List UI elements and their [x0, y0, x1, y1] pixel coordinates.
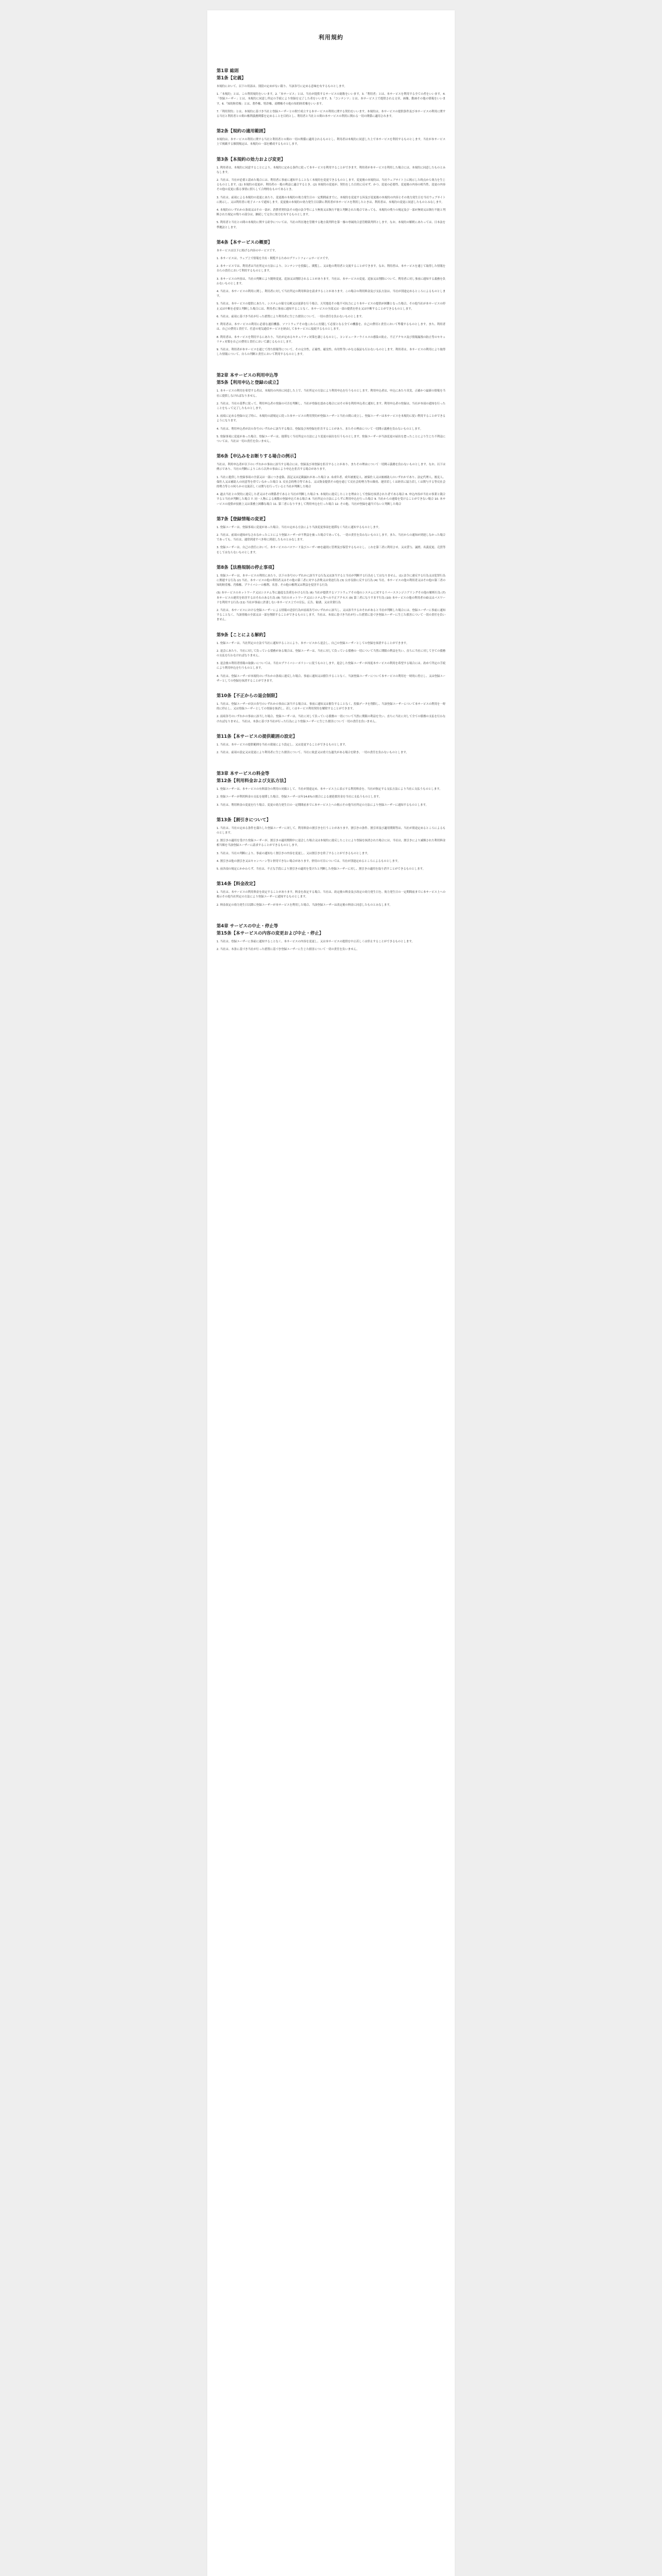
- article-paragraph: 6. 当社は、前項に基づき当社が行った措置により利用者に生じた損害について、一切の責任を負わないものとします。: [217, 315, 365, 318]
- document-title: 利用規約: [319, 34, 343, 41]
- article-paragraph: 4. 過去当社との契約に違反した者又はその関係者であると当社が判断した場合 5. 本規約に違反したことを理由として登録を抹消された者である場合 6. 申込内容が当社の事業と競合すると当社が判断した場合 7. 同一人物による複数の登録申込である場合 8. 当社所定の方法によらずに利用申込を行った場合 9. 当社からの連絡を受けることができない場合 10. 本サービスの提供が技術上又は業務上困難な場合 11. 第三者になりすまして利用申込を行った場合 12. その他、当社が登録を適当でないと判断した場合: [217, 493, 445, 506]
- article-section: [217, 516, 445, 555]
- article-section: [217, 128, 445, 147]
- article-paragraph: 1. 本サービスは、ウェブ上で情報を共有・閲覧するためのプラットフォームサービスです。: [217, 257, 331, 261]
- article-heading: 第5条【利用申込と登録の成立】: [217, 380, 281, 386]
- article-paragraph: 4. 本規約のいずれかの条項又はその一部が、消費者契約法その他の法令等により無効又は執行不能と判断された場合であっても、本規約の残りの規定及び一部が無効又は執行不能と判断された規定の残りの部分は、継続して完全に効力を有するものとします。: [217, 209, 445, 217]
- article-paragraph: 1. 登録ユーザーは、登録事項に変更があった場合、当社の定める方法により当該変更事項を遅滞なく当社に通知するものとします。: [217, 526, 382, 529]
- article-paragraph: 2. 当社は、本サービスにおける登録ユーザーによる情報の送信行為が前項各号のいずれかに該当し、又は該当するおそれがあると当社が判断した場合には、登録ユーザーに事前に通知することなく、当該情報の全部又は一部を削除することができるものとします。当社は、本項に基づき当社が行った措置に基づき登録ユーザーに生じた損害について一切の責任を負いません。: [217, 609, 445, 622]
- article-paragraph: 2. 退会にあたり、当社に対して負っている債務がある場合は、登録ユーザーは、当社に対して負っている債務の一切について当然に期限の利益を失い、直ちに当社に対して全ての債務の支払を行わなければなりません。: [217, 649, 445, 658]
- article-paragraph: 3. 当社は、利用料金の変更を行う場合、変更の効力発生日の一定期間前までに本サービス上への掲示その他当社所定の方法により登録ユーザーに通知するものとします。: [217, 803, 428, 807]
- article-heading: 第13条【割引きについて】: [217, 817, 271, 823]
- article-paragraph: 1. 本サービスの利用を希望する者は、本規約の内容に同意した上で、当社所定の方法により利用申込を行うものとします。利用申込者は、申込にあたり真実、正確かつ最新の情報を当社に提供しなければなりません。: [217, 389, 445, 398]
- article-paragraph: 2. 当社は、当社の基準に従って、利用申込者の登録の可否を判断し、当社が登録を認める場合にはその旨を利用申込者に通知します。利用申込者の登録は、当社が本項の通知を行ったことをもって完了したものとします。: [217, 402, 445, 410]
- article-section: [217, 453, 445, 507]
- article-section: [217, 693, 445, 724]
- article-paragraph: 当社は、利用申込者が以下のいずれかの事由に該当する場合には、登録及び再登録を拒否することがあり、またその理由について一切開示義務を負わないものとします。なお、以下は例示であり、当社の判断によりこれら以外の事由により申込を拒否する場合があります。: [217, 463, 445, 471]
- article-paragraph: 5. 前各項の規定にかかわらず、当社は、不正な手段により割引きの適用を受けたと判断した登録ユーザーに対し、割引きの適用を取り消すことができるものとします。: [217, 868, 425, 871]
- article-paragraph: 1.「本規約」とは、この利用規約をいいます。2.「本サービス」とは、当社が提供するサービスの総称をいいます。3.「利用者」とは、本サービスを利用する全ての者をいいます。4.「登録ユーザー」とは、本規約に同意し所定の手続により登録を完了した者をいいます。5.「コンテンツ」とは、本サービス上で提供される文章、画像、動画その他の情報をいいます。6.「知的財産権」とは、著作権、特許権、商標権その他の知的財産権をいいます。: [217, 93, 445, 106]
- article-paragraph: 1. 当社は、登録ユーザーが次の各号のいずれかの事由に該当する場合は、事前に通知又は催告することなく、投稿データを削除し、当該登録ユーザーについて本サービスの利用を一時的に停止し、又は登録ユーザーとしての登録を抹消し、若しくはサービス利用契約を解除することができます。: [217, 703, 445, 711]
- article-paragraph: 4. 当社は、利用申込者が次の各号のいずれかに該当する場合、登録及び再登録を拒否することがあり、またその理由について一切開示義務を負わないものとします。: [217, 427, 423, 431]
- article-heading: 第8条【法務規制の停止事項】: [217, 565, 277, 570]
- article-paragraph: 1. 当社は、本サービスの提供範囲を当社の裁量により設定し、又は変更することができるものとします。: [217, 743, 348, 747]
- article-section: [217, 565, 445, 623]
- article-paragraph: 2. 当社は、当社が必要と認めた場合には、利用者に事前に通知することなく本規約を変更できるものとします。変更後の本規約は、当社ウェブサイト上に掲示した時点から効力を生じるものとします。(1) 本規約の変更が、利用者の一般の利益に適合するとき。(2) 本規約の変更が、契約をした目的に反せず、かつ、変更の必要性、変更後の内容の相当性、変更の内容その他の変更に係る事情に照らして合理的なものであるとき。: [217, 179, 445, 192]
- chapter-heading: 第4章 サービスの中止・停止等: [217, 923, 278, 929]
- article-paragraph: 2. 料金改定の効力発生日以降に登録ユーザーが本サービスを利用した場合、当該登録ユーザーは改定後の料金に同意したものとみなします。: [217, 903, 392, 907]
- article-heading: 第6条【申込みをお断りする場合の例示】: [217, 454, 299, 460]
- article-paragraph: 3. 当社は、当社の判断により、事前の通知なく割引きの内容を変更し、又は割引きを終了することができるものとします。: [217, 852, 370, 855]
- article-paragraph: 5. 当社は、本サービスの提供にあたり、システムの保守点検又は更新を行う場合、天災地変その他不可抗力により本サービスの提供が困難となった場合、その他当社が本サービスの停止又は中断を必要と判断した場合には、利用者に事前に通知することなく、本サービスの全部又は一部の提供を停止又は中断することができるものとします。: [217, 302, 445, 311]
- document-page: [207, 10, 455, 2576]
- article-section: [217, 68, 445, 119]
- article-section: [217, 632, 445, 684]
- article-paragraph: 2. 当社は、前項の通知がなされなかったことにより登録ユーザーが不利益を被った場合であっても、一切の責任を負わないものとします。また、当社からの通知が到達しなかった場合であっても、当社は、通常到達すべき時に到達したものとみなします。: [217, 533, 445, 542]
- article-heading: 第12条【利用料金および支払方法】: [217, 778, 289, 784]
- article-paragraph: 1. 登録ユーザーは、当社所定の方法で当社に通知することにより、本サービスから退会し、自己の登録ユーザーとしての登録を抹消することができます。: [217, 641, 409, 645]
- article-heading: 第3条【本規約の効力および変更】: [217, 157, 286, 162]
- article-section: [217, 734, 445, 755]
- article-paragraph: 8. 利用者は、本サービスを利用するにあたり、当社が定めるセキュリティ対策を講じるものとし、コンピューターウイルスの感染の防止、不正アクセス及び情報漏洩の防止等のセキュリティ対策を自己の費用と責任において講じるものとします。: [217, 335, 445, 344]
- article-paragraph: 5. 登録事項に変更があった場合、登録ユーザーは、遅滞なく当社所定の方法により変更の届出を行うものとします。登録ユーザーが当該変更の届出を怠ったことにより生じた不利益については、当社は一切の責任を負いません。: [217, 435, 445, 443]
- article-heading: 第2条【規約の適用範囲】: [217, 129, 268, 134]
- article-paragraph: 1. 利用者は、本規約に同意することにより、本規約に定める条件に従って本サービスを利用することができます。利用者が本サービスを利用した場合には、本規約に同意したものとみなします。: [217, 166, 445, 174]
- chapter-heading: 第1章 総則: [217, 69, 239, 74]
- document-body: [207, 10, 455, 965]
- article-heading: 第15条【本サービスの内容の変更および中止・停止】: [217, 930, 324, 936]
- article-paragraph: 9. 当社は、利用者が本サービスを通じて得た情報等について、その完全性、正確性、確実性、有用性等いかなる保証も行わないものとします。利用者は、本サービスの利用により取得した情報について、自らの判断と責任において利用するものとします。: [217, 348, 445, 357]
- article-paragraph: 1. 当社は、本サービスの利用料金を改定することがあります。料金を改定する場合、当社は、改定後の料金及び改定の効力発生日を、効力発生日の一定期間前までに本サービス上への掲示その他当社所定の方法により登録ユーザーに通知するものとします。: [217, 891, 445, 899]
- article-paragraph: 2. 本サービスでは、利用者は当社所定の方法により、コンテンツを投稿し、閲覧し、又は他の利用者と交流することができます。なお、利用者は、本サービスを通じて取得した情報を自らの責任において利用するものとします。: [217, 265, 445, 273]
- article-paragraph: 4. 割引きは他の割引き又はキャンペーン等と併用できない場合があります。併用の可否については、当社が別途定めるところによるものとします。: [217, 859, 401, 863]
- article-paragraph: 5. 利用者と当社との間の本規約に関する紛争については、当社の所在地を管轄する地方裁判所を第一審の専属的合意管轄裁判所とします。なお、本規約の解釈にあたっては、日本法を準拠法とします。: [217, 221, 445, 229]
- article-paragraph: 2. 当社は、本条に基づき当社が行った措置に基づき登録ユーザーに生じた損害について一切の責任を負いません。: [217, 948, 359, 952]
- article-paragraph: 3. 本サービスの内容は、当社の判断により随時変更、追加又は削除されることがあります。当社は、本サービスの変更、追加又は削除について、利用者に対し事前に通知する義務を負わないものとします。: [217, 277, 445, 285]
- article-section: [217, 771, 445, 808]
- sections-container: [217, 68, 445, 952]
- article-paragraph: 1. 当社は、登録ユーザーに事前に通知することなく、本サービスの内容を変更し、又は本サービスの提供を中止若しくは停止することができるものとします。: [217, 940, 415, 943]
- article-paragraph: 3. 当社は、前項による本規約の変更にあたり、変更後の本規約の効力発生日の一定期間前までに、本規約を変更する旨及び変更後の本規約の内容とその効力発生日を当社ウェブサイトに掲示し、又は利用者に電子メールで通知します。変更後の本規約の効力発生日以降に利用者が本サービスを利用したときは、利用者は、本規約の変更に同意したものとみなします。: [217, 196, 445, 204]
- article-heading: 第7条【登録情報の変更】: [217, 516, 268, 522]
- article-paragraph: 2. 登録ユーザーが利用料金の支払を遅滞した場合、登録ユーザーは年14.6%の割合による遅延損害金を当社に支払うものとします。: [217, 795, 382, 799]
- article-heading: 第10条【不正からの退会制限】: [217, 693, 280, 699]
- article-section: [217, 881, 445, 908]
- article-paragraph: 3. 前項に定める登録の完了時に、本規約の諸規定に従った本サービスの利用契約が登録ユーザーと当社の間に成立し、登録ユーザーは本サービスを本規約に従い利用することができるようになります。: [217, 415, 445, 423]
- article-section: [217, 923, 445, 952]
- article-paragraph: 1. 当社は、当社の定める条件を満たした登録ユーザーに対して、利用料金の割引きを行うことがあります。割引きの条件、割引率及び適用期間等は、当社が別途定めるところによるものとします。: [217, 826, 445, 835]
- chapter-heading: 第3章 本サービスの料金等: [217, 771, 270, 777]
- article-heading: 第14条【料金改定】: [217, 882, 258, 887]
- article-heading: 第11条【本サービスの提供範囲の設定】: [217, 734, 297, 739]
- article-heading: 第4条【本サービスの概要】: [217, 240, 272, 245]
- article-paragraph: 本規約は、本サービスの利用に関する当社と利用者との間の一切の関係に適用されるものとし、利用者は本規約に同意した上で本サービスを利用するものとします。当社が本サービス上で掲載する個別規定は、本規約の一部を構成するものとします。: [217, 138, 445, 146]
- article-paragraph: 2. 割引きの適用を受けた登録ユーザーが、割引きの適用期間中に退会した場合又は本規約に違反したことにより登録を抹消された場合には、当社は、割引きにより減額された利用料金相当額を当該登録ユーザーに請求することができるものとします。: [217, 839, 445, 848]
- article-section: [217, 157, 445, 230]
- article-paragraph: 2. 前項各号のいずれかの事由に該当した場合、登録ユーザーは、当社に対して負っている債務の一切について当然に期限の利益を失い、直ちに当社に対して全ての債務の支払を行わなければなりません。当社は、本条に基づき当社が行った行為により登録ユーザーに生じた損害について一切の責任を負いません。: [217, 715, 445, 723]
- article-section: [217, 817, 445, 872]
- article-paragraph: 1. 当社に提供した登録事項の全部又は一部につき虚偽、誤記又は記載漏れがあった場合 2. 未成年者、成年被後見人、被保佐人又は被補助人のいずれかであり、法定代理人、後見人、保佐人又は補助人の同意等を得ていなかった場合 3. 反社会的勢力等である、又は資金提供その他を通じて反社会的勢力等の維持、運営若しくは経営に協力若しくは関与する等反社会的勢力等との何らかの交流若しくは関与を行っていると当社が判断した場合: [217, 476, 445, 488]
- article-paragraph: 4. 当社は、登録ユーザーが本規約のいずれかの条項に違反した場合、事前に通知又は催告することなく、当該登録ユーザーについて本サービスの利用を一時的に停止し、又は登録ユーザーとしての登録を抹消することができます。: [217, 674, 445, 683]
- article-section: [217, 372, 445, 444]
- article-paragraph: 3. 退会後の利用者情報の取扱いについては、当社のプライバシーポリシーに従うものとします。退会した登録ユーザーが再度本サービスの利用を希望する場合には、改めて所定の手続により利用申込を行うものとします。: [217, 662, 445, 670]
- article-paragraph: (5) 本サービスのネットワーク又はシステム等に過度な負荷をかける行為 (6) 当社が提供するソフトウェアその他のシステムに対するリバースエンジニアリングその他の解析行為 (7) 本サービスの運営を妨害するおそれのある行為 (8) 当社のネットワーク又はシステム等への不正アクセス (9) 第三者になりすます行為 (10) 本サービスの他の利用者のID又はパスワードを利用する行為 (11) 当社が事前に許諾しない本サービス上での宣伝、広告、勧誘、又は営業行為: [217, 591, 445, 604]
- article-paragraph: 1. 登録ユーザーは、本サービスの有料部分の利用の対価として、当社が別途定め、本サービス上に表示する利用料金を、当社が指定する支払方法により当社に支払うものとします。: [217, 788, 442, 791]
- article-paragraph: 4. 当社は、本サービスの利用に関し、利用者に対して当社所定の利用料金を請求することがあります。この場合の利用料金及び支払方法は、当社が別途定めるところによるものとします。: [217, 290, 445, 298]
- article-heading: 第9条【ことによる解約】: [217, 632, 268, 638]
- article-paragraph: 7. 利用者は、本サービスの利用に必要な通信機器、ソフトウェアその他これらに付随して必要となる全ての機器を、自己の費用と責任において準備するものとします。また、利用者は、自己の費用と責任で、任意の電気通信サービスを経由して本サービスに接続するものとします。: [217, 323, 445, 331]
- article-heading: 第1条【定義】: [217, 76, 246, 81]
- article-paragraph: 本サービスは以下に掲げる内容のサービスです。: [217, 249, 278, 252]
- article-paragraph: 2. 当社は、前項の設定又は変更により利用者に生じた損害について、当社に故意又は重大な過失がある場合を除き、一切の責任を負わないものとします。: [217, 751, 409, 755]
- article-section: [217, 240, 445, 357]
- chapter-heading: 第2章 本サービスの利用申込等: [217, 373, 278, 379]
- article-paragraph: 3. 登録ユーザーは、自己の責任において、本サービスのパスワード及びユーザーIDを適切に管理及び保管するものとし、これを第三者に利用させ、又は貸与、譲渡、名義変更、売買等をしてはならないものとします。: [217, 546, 445, 554]
- article-paragraph: 7.「利用契約」とは、本規約に基づき当社と登録ユーザーとの間で成立する本サービスの利用に関する契約をいいます。本規約は、本サービスの提供条件及び本サービスの利用に関する当社と利用者との間の権利義務関係を定めることを目的とし、利用者と当社との間の本サービスの利用に関わる一切の関係に適用されます。: [217, 110, 445, 118]
- article-paragraph: 本規約において、以下の用語は、別段の定めがない限り、当該各号に定める意味を有するものとします。: [217, 85, 347, 88]
- article-paragraph: 1. 登録ユーザーは、本サービスの利用にあたり、以下の各号のいずれかに該当する行為又は該当すると当社が判断する行為をしてはなりません。(1) 法令に違反する行為又は犯罪行為に関連する行為 (2) 当社、本サービスの他の利用者又はその他の第三者に対する詐欺又は脅迫行為 (3) 公序良俗に反する行為 (4) 当社、本サービスの他の利用者又はその他の第三者の知的財産権、肖像権、プライバシーの権利、名誉、その他の権利又は利益を侵害する行為: [217, 574, 445, 587]
